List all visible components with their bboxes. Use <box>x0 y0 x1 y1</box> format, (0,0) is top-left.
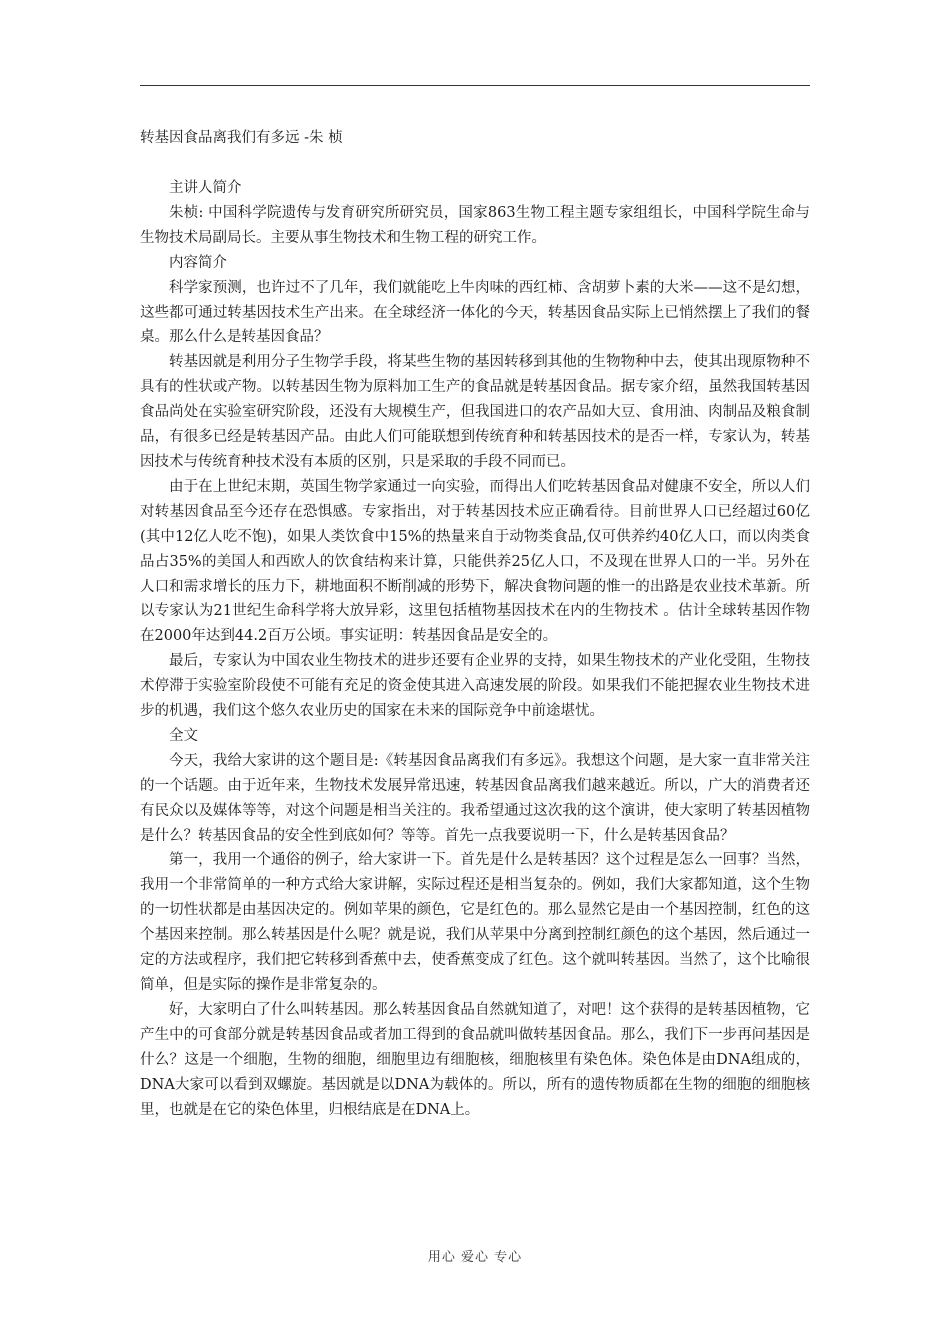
header-rule <box>140 85 810 86</box>
body-paragraph: 科学家预测，也许过不了几年，我们就能吃上牛肉味的西红柿、含胡萝卜素的大米——这不是幻想，这些都可通过转基因技术生产出来。在全球经济一体化的今天，转基因食品实际上已悄然摆上了我们的餐桌。那么什么是转基因食品？ <box>140 279 810 346</box>
body-paragraph: 今天，我给大家讲的这个题目是:《转基因食品离我们有多远》。我想这个问题，是大家一直非常关注的一个话题。由于近年来，生物技术发展异常迅速，转基因食品离我们越来越近。所以，广大的消费者还有民众以及媒体等等，对这个问题是相当关注的。我希望通过这次我的这个演讲，使大家明了转基因植物是什么？转基因食品的安全性到底如何？等等。首先一点我要说明一下，什么是转基因食品？ <box>140 752 810 844</box>
body-paragraph: 第一，我用一个通俗的例子，给大家讲一下。首先是什么是转基因？这个过程是怎么一回事？当然，我用一个非常简单的一种方式给大家讲解，实际过程还是相当复杂的。例如，我们大家都知道，这个生物的一切性状都是由基因决定的。例如苹果的颜色，它是红色的。那么显然它是由一个基因控制，红色的这个基因来控制。那么转基因是什么呢？就是说，我们从苹果中分离到控制红颜色的这个基因，然后通过一定的方法或程序，我们把它转移到香蕉中去，使香蕉变成了红色。这个就叫转基因。当然了，这个比喻很简单，但是实际的操作是非常复杂的。 <box>140 852 810 993</box>
document-body <box>140 176 810 1122</box>
body-paragraph: 转基因就是利用分子生物学手段，将某些生物的基因转移到其他的生物物种中去，使其出现原物种不具有的性状或产物。以转基因生物为原料加工生产的食品就是转基因食品。据专家介绍，虽然我国转基因食品尚处在实验室研究阶段，还没有大规模生产，但我国进口的农产品如大豆、食用油、肉制品及粮食制品，有很多已经是转基因产品。由此人们可能联想到传统育种和转基因技术的是否一样，专家认为，转基因技术与传统育种技术没有本质的区别，只是采取的手段不同而已。 <box>140 354 810 470</box>
page-footer: 用心 爱心 专心 <box>427 1250 523 1265</box>
body-paragraph: 由于在上世纪末期，英国生物学家通过一向实验，而得出人们吃转基因食品对健康不安全，所以人们对转基因食品至今还存在恐惧感。专家指出，对于转基因技术应正确看待。目前世界人口已经超过60亿(其中12亿人吃不饱)，如果人类饮食中15%的热量来自于动物类食品,仅可供养约40亿人口，而以肉类食品占35%的美国人和西欧人的饮食结构来计算，只能供养25亿人口，不及现在世界人口的一半。另外在人口和需求增长的压力下，耕地面积不断削减的形势下，解决食物问题的惟一的出路是农业技术革新。所以专家认为21世纪生命科学将大放异彩，这里包括植物基因技术在内的生物技术 。估计全球转基因作物在2000年达到44.2百万公顷。事实证明：转基因食品是安全的。 <box>140 478 810 645</box>
body-paragraph: 最后，专家认为中国农业生物技术的进步还要有企业界的支持，如果生物技术的产业化受阻，生物技术停滞于实验室阶段使不可能有充足的资金使其进入高速发展的阶段。如果我们不能把握农业生物技术进步的机遇，我们这个悠久农业历史的国家在未来的国际竞争中前途堪忧。 <box>140 653 810 720</box>
body-paragraph: 好，大家明白了什么叫转基因。那么转基因食品自然就知道了，对吧！这个获得的是转基因植物，它产生中的可食部分就是转基因食品或者加工得到的食品就叫做转基因食品。那么，我们下一步再问基因是什么？这是一个细胞，生物的细胞，细胞里边有细胞核，细胞核里有染色体。染色体是由DNA组成的，DNA大家可以看到双螺旋。基因就是以DNA为载体的。所以，所有的遗传物质都在生物的细胞的细胞核里，也就是在它的染色体里，归根结底是在DNA上。 <box>140 1001 810 1118</box>
section-heading: 主讲人简介 <box>169 180 242 196</box>
section-heading: 内容简介 <box>169 254 227 271</box>
body-paragraph: 朱桢: 中国科学院遗传与发育研究所研究员，国家863生物工程主题专家组组长，中国科学院生命与生物技术局副局长。主要从事生物技术和生物工程的研究工作。 <box>140 204 810 246</box>
section-heading: 全文 <box>169 727 198 744</box>
document-title: 转基因食品离我们有多远 -朱 桢 <box>140 130 343 146</box>
